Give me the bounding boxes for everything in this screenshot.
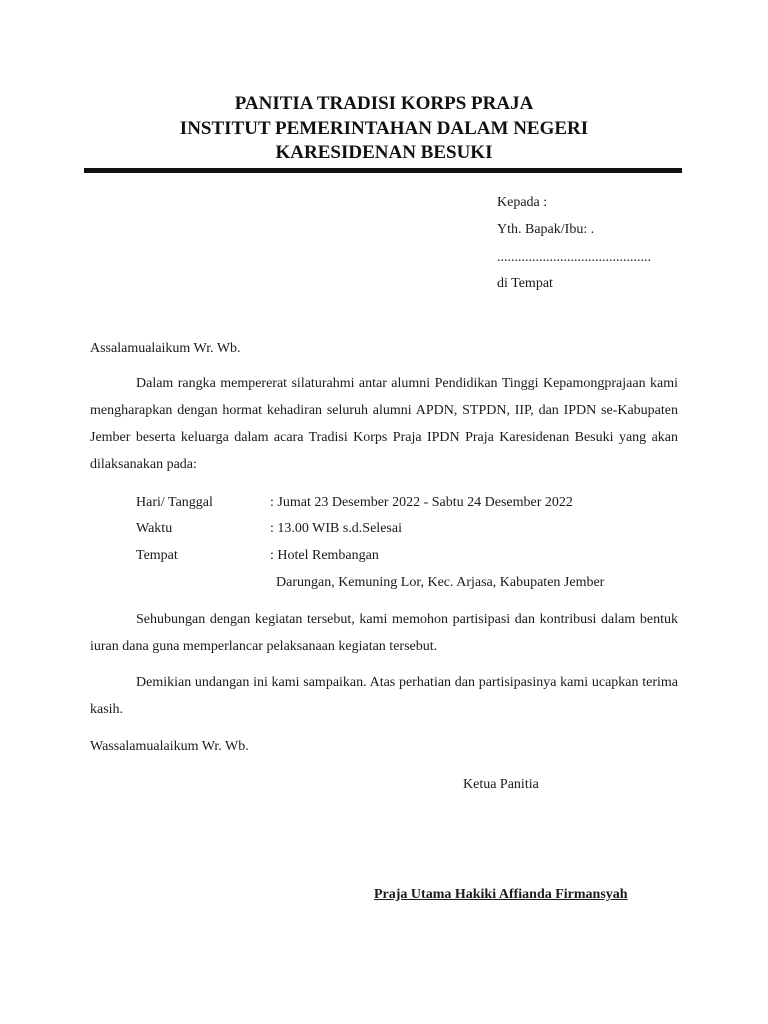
header-divider <box>84 168 682 173</box>
detail-date-label: Hari/ Tanggal <box>136 495 213 510</box>
detail-date-value: : Jumat 23 Desember 2022 - Sabtu 24 Desember 2022 <box>270 495 573 510</box>
detail-time-value: : 13.00 WIB s.d.Selesai <box>270 521 402 536</box>
recipient-place: di Tempat <box>497 276 553 291</box>
header-line-1: PANITIA TRADISI KORPS PRAJA <box>234 93 534 114</box>
paragraph-closing: Demikian undangan ini kami sampaikan. Atas perhatian dan partisipasinya kami ucapkan terima kasih. <box>90 675 678 717</box>
paragraph-invitation: Dalam rangka mempererat silaturahmi antar alumni Pendidikan Tinggi Kepamongprajaan kami mengharapkan dengan hormat kehadiran seluruh alumni APDN, STPDN, IIP, dan IPDN se-Kabupaten Jember beserta keluarga dalam acara Tradisi Korps Praja IPDN Praja Karesidenan Besuki yang akan dilaksanakan pada: <box>90 376 678 472</box>
recipient-dots: ............................................ <box>497 250 651 265</box>
recipient-yth: Yth. Bapak/Ibu: . <box>497 222 595 237</box>
detail-time-label: Waktu <box>136 521 173 536</box>
header-line-3: KARESIDENAN BESUKI <box>275 142 493 163</box>
signature-role: Ketua Panitia <box>463 777 539 792</box>
signature-name: Praja Utama Hakiki Affianda Firmansyah <box>374 887 628 902</box>
paragraph-contribution: Sehubungan dengan kegiatan tersebut, kami memohon partisipasi dan kontribusi dalam bentuk iuran dana guna memperlancar pelaksanaan kegiatan tersebut. <box>90 612 678 654</box>
detail-place-address: Darungan, Kemuning Lor, Kec. Arjasa, Kabupaten Jember <box>276 575 605 590</box>
recipient-kepada: Kepada : <box>497 195 548 210</box>
detail-place-label: Tempat <box>136 548 178 563</box>
header-line-2: INSTITUT PEMERINTAHAN DALAM NEGERI <box>179 118 589 139</box>
greeting: Assalamualaikum Wr. Wb. <box>90 341 241 356</box>
detail-place-value: : Hotel Rembangan <box>270 548 379 563</box>
closing-salutation: Wassalamualaikum Wr. Wb. <box>90 739 249 754</box>
